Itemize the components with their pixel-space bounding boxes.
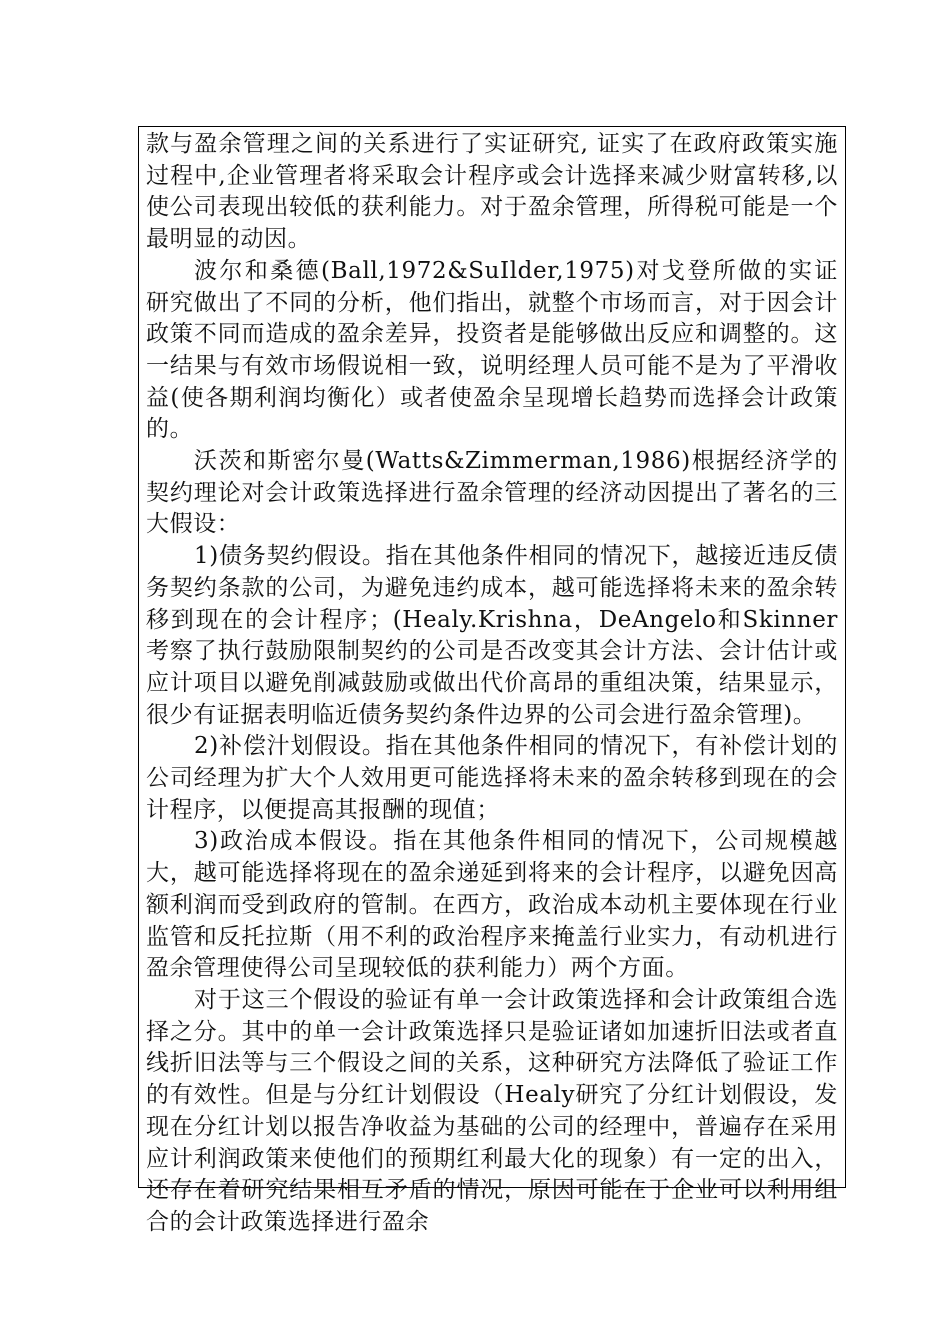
paragraph-hypothesis-verification: 对于这三个假设的验证有单一会计政策选择和会计政策组合选择之分。其中的单一会计政策选择只是验证诸如加速折旧法或者直线折旧法等与三个假设之间的关系，这种研究方法降低了验证工作的有效性。但是与分红计划假设（Healy研究了分红计划假设，发现在分红计划以报告净收益为基础的公司的经理中，普遍存在采用应计利润政策来使他们的预期红利最大化的现象）有一定的出入，还存在着研究结果相互矛盾的情况，原因可能在于企业可以利用组合的会计政策选择进行盈余	[146, 986, 838, 1235]
paragraph-debt-contract-hypothesis: 1)债务契约假设。指在其他条件相同的情况下，越接近违反债务契约条款的公司，为避免违约成本，越可能选择将未来的盈余转移到现在的会计程序；(Healy.Krishna，DeAngelo和Skinner考察了执行鼓励限制契约的公司是否改变其会计方法、会计估计或应计项目以避免削减鼓励或做出代价高昂的重组决策，结果显示，很少有证据表明临近债务契约条件边界的公司会进行盈余管理)。	[146, 543, 838, 728]
paragraph-compensation-plan-hypothesis: 2)补偿汁划假设。指在其他条件相同的情况下，有补偿计划的公司经理为扩大个人效用更可能选择将未来的盈余转移到现在的会计程序，以便提高其报酬的现值；	[146, 733, 838, 823]
paragraph-ball-sunder: 波尔和桑德(Ball,1972&SuIlder,1975)对戈登所做的实证研究做出了不同的分析，他们指出，就整个市场而言，对于因会计政策不同而造成的盈余差异，投资者是能够做出反应和调整的。这一结果与有效市场假说相一致，说明经理人员可能不是为了平滑收益(使各期利润均衡化）或者使盈余呈现增长趋势而选择会计政策的。	[146, 257, 838, 443]
paragraph-watts-zimmerman: 沃茨和斯密尔曼(Watts&Zimmerman,1986)根据经济学的契约理论对会计政策选择进行盈余管理的经济动因提出了著名的三大假设：	[146, 448, 838, 538]
paragraph-political-cost-hypothesis: 3)政治成本假设。指在其他条件相同的情况下，公司规模越大，越可能选择将现在的盈余递延到将来的会计程序，以避免因高额利润而受到政府的管制。在西方，政治成本动机主要体现在行业监管和反托拉斯（用不利的政治程序来掩盖行业实力，有动机进行盈余管理使得公司呈现较低的获利能力）两个方面。	[146, 828, 838, 982]
paragraph-continuation: 款与盈余管理之间的关系进行了实证研究, 证实了在政府政策实施过程中,企业管理者将采取会计程序或会计选择来减少财富转移,以使公司表现出较低的获利能力。对于盈余管理，所得税可能是一个最明显的动因。	[146, 131, 838, 253]
text-frame	[138, 126, 846, 1235]
